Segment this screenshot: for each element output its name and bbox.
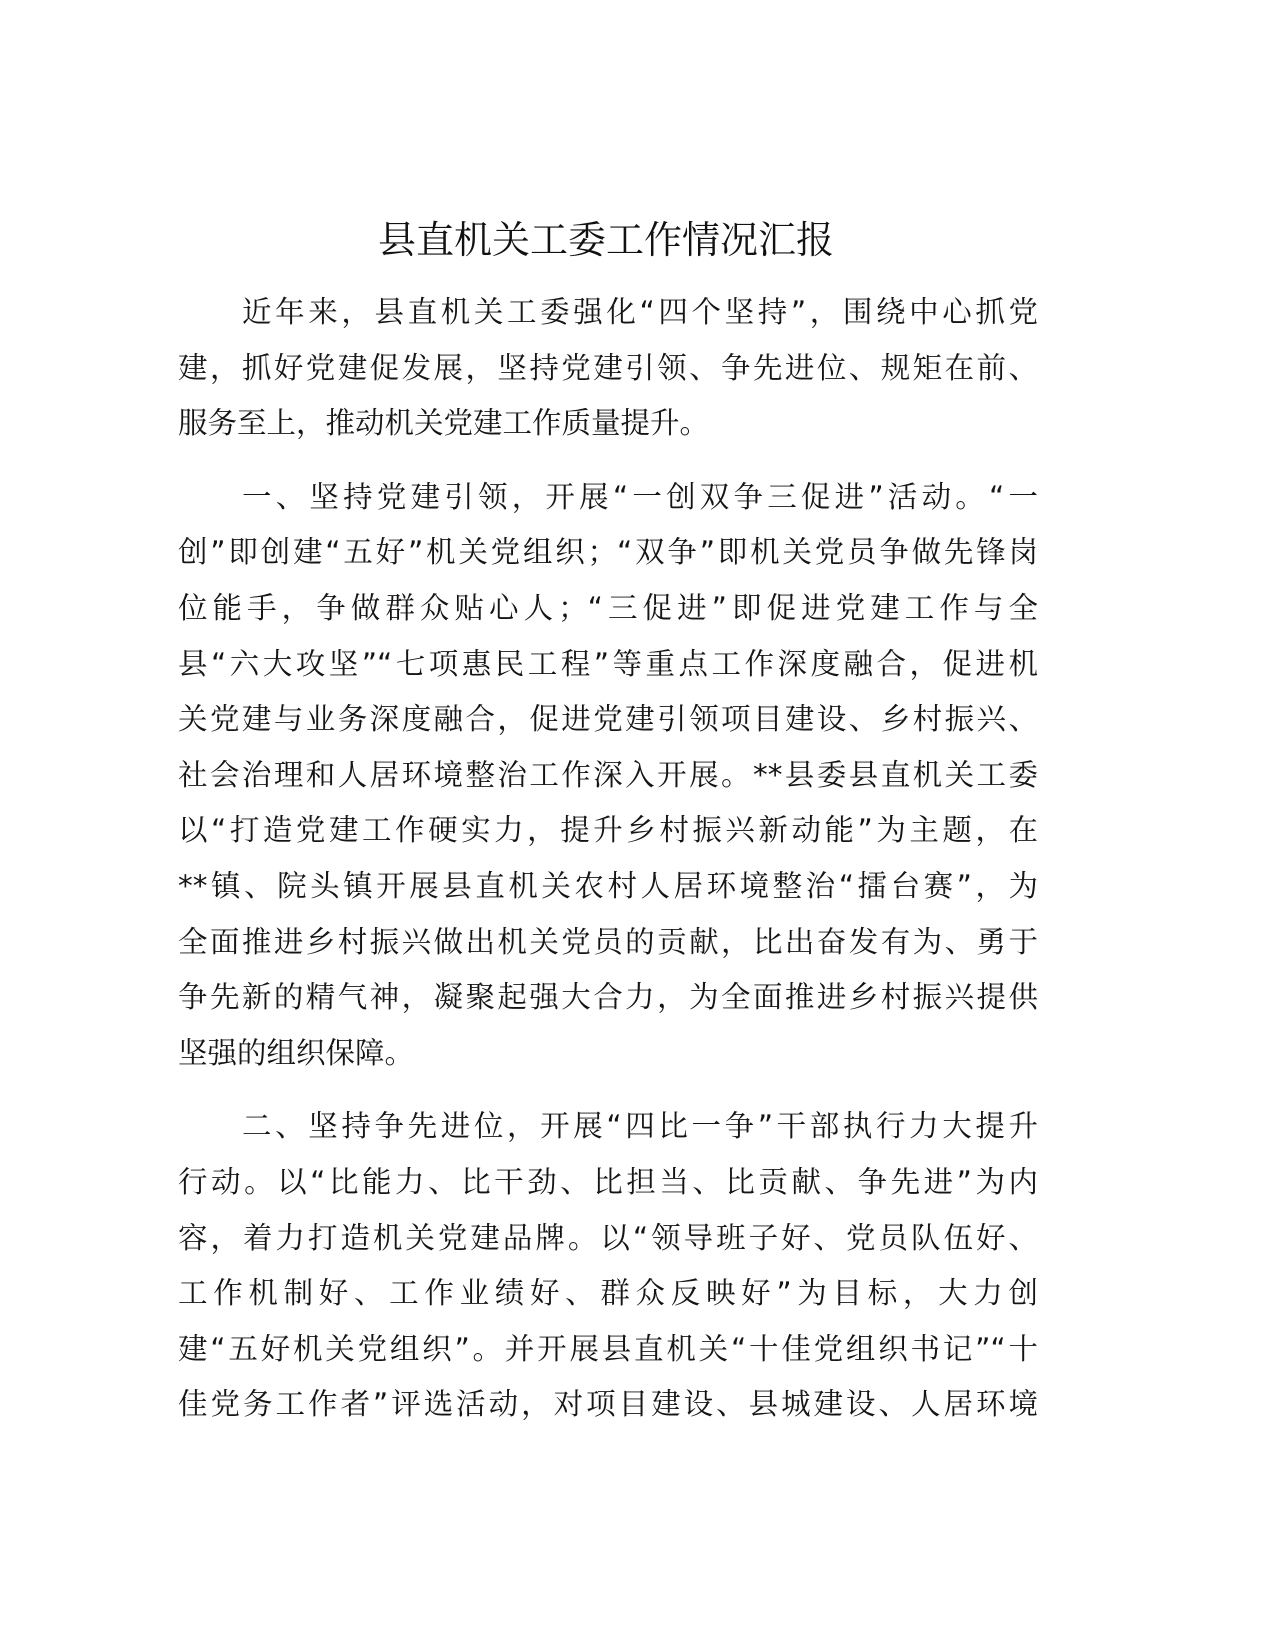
text-line: 佳党务工作者”评选活动，对项目建设、县城建设、人居环境 — [178, 1387, 1038, 1422]
text-line: 位能手，争做群众贴心人；“三促进”即促进党建工作与全 — [178, 590, 1038, 625]
text-line: 关党建与业务深度融合，促进党建引领项目建设、乡村振兴、 — [178, 702, 1038, 737]
text-line: 社会治理和人居环境整治工作深入开展。**县委县直机关工委 — [178, 757, 1038, 792]
text-line: 工作机制好、工作业绩好、群众反映好”为目标，大力创 — [178, 1276, 1038, 1311]
text-line: 行动。以“比能力、比干劲、比担当、比贡献、争先进”为内 — [178, 1164, 1038, 1199]
text-line: 建，抓好党建促发展，坚持党建引领、争先进位、规矩在前、 — [178, 350, 1038, 385]
text-line: 二、坚持争先进位，开展“四比一争”干部执行力大提升 — [242, 1109, 1038, 1144]
text-line: 全面推进乡村振兴做出机关党员的贡献，比出奋发有为、勇于 — [178, 924, 1038, 959]
text-line: **镇、院头镇开展县直机关农村人居环境整治“擂台赛”，为 — [178, 868, 1038, 903]
paragraph-section-1 — [178, 470, 1038, 1082]
text-line: 以“打造党建工作硬实力，提升乡村振兴新动能”为主题，在 — [178, 813, 1038, 848]
text-line: 近年来，县直机关工委强化“四个坚持”，围绕中心抓党 — [242, 295, 1038, 329]
text-line: 一、坚持党建引领，开展“一创双争三促进”活动。“一 — [242, 479, 1038, 514]
paragraph-section-2 — [178, 1099, 1038, 1433]
text-line: 建“五好机关党组织”。并开展县直机关“十佳党组织书记”“十 — [178, 1331, 1038, 1366]
text-line: 坚强的组织保障。 — [178, 1035, 415, 1070]
text-line: 服务至上，推动机关党建工作质量提升。 — [178, 406, 710, 441]
text-line: 争先新的精气神，凝聚起强大合力，为全面推进乡村振兴提供 — [178, 980, 1038, 1015]
text-line: 县“六大攻坚”“七项惠民工程”等重点工作深度融合，促进机 — [178, 646, 1038, 681]
document-title: 县直机关工委工作情况汇报 — [377, 218, 834, 262]
text-line: 容，着力打造机关党建品牌。以“领导班子好、党员队伍好、 — [178, 1220, 1038, 1255]
paragraph-intro — [178, 285, 1038, 452]
text-line: 创”即创建“五好”机关党组织；“双争”即机关党员争做先锋岗 — [178, 535, 1038, 570]
document-body — [178, 285, 1038, 1433]
